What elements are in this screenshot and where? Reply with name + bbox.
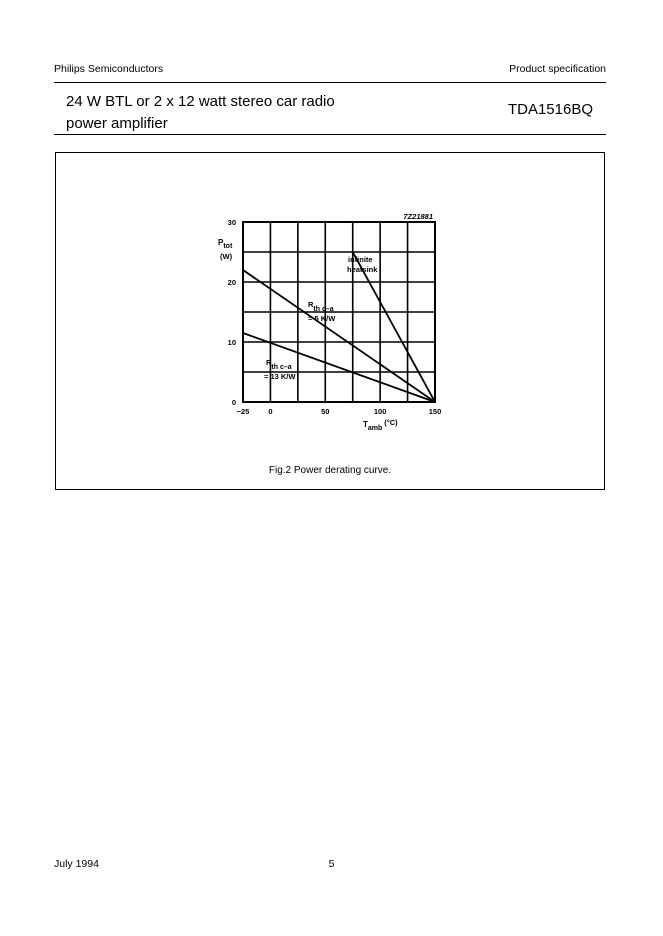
x-tick-label: −25 (236, 407, 250, 416)
y-axis-label: Ptot (218, 238, 233, 250)
label-infinite-heatsink-1: infinite (348, 255, 373, 264)
y-axis-label-sub: tot (223, 243, 233, 250)
title-line-1: 24 W BTL or 2 x 12 watt stereo car radio (66, 93, 335, 110)
x-tick-label: 100 (373, 407, 387, 416)
label-rth13-1: Rth c–a (266, 358, 292, 371)
label-rth13-sub: th c–a (271, 364, 292, 371)
page-number: 5 (328, 858, 335, 870)
figure-caption: Fig.2 Power derating curve. (268, 465, 392, 476)
y-tick-label: 10 (227, 338, 236, 347)
y-tick-label: 30 (227, 218, 236, 227)
x-axis-unit: (°C) (384, 418, 398, 427)
header-rule-top (54, 82, 606, 83)
y-tick-label: 0 (231, 398, 236, 407)
label-rth5-sub: th c–a (313, 306, 334, 313)
label-rth13-2: = 13 K/W (264, 372, 296, 381)
series-line-2 (243, 270, 435, 402)
label-infinite-heatsink-2: heatsink (347, 265, 378, 274)
company-name: Philips Semiconductors (54, 63, 164, 75)
figure-box (55, 152, 605, 490)
document-title (66, 91, 396, 135)
x-tick-label: 0 (268, 407, 273, 416)
label-rth5-1: Rth c–a (308, 300, 334, 313)
y-axis-unit: (W) (220, 252, 233, 261)
part-number: TDA1516BQ (507, 101, 593, 118)
derating-chart (198, 197, 458, 437)
x-axis-label-sub: amb (367, 425, 385, 432)
document-type: Product specification (509, 63, 606, 75)
y-tick-label: 20 (227, 278, 236, 287)
header-rule-bottom (54, 134, 606, 135)
title-line-2: power amplifier (66, 115, 168, 132)
x-axis-label: Tamb (°C) (363, 418, 398, 432)
x-tick-label: 150 (428, 407, 442, 416)
label-rth5-2: = 5 K/W (308, 314, 336, 323)
figure-code: 7Z21881 (403, 212, 433, 221)
x-tick-label: 50 (321, 407, 330, 416)
series-line-1 (353, 252, 435, 402)
footer-date: July 1994 (54, 858, 99, 870)
